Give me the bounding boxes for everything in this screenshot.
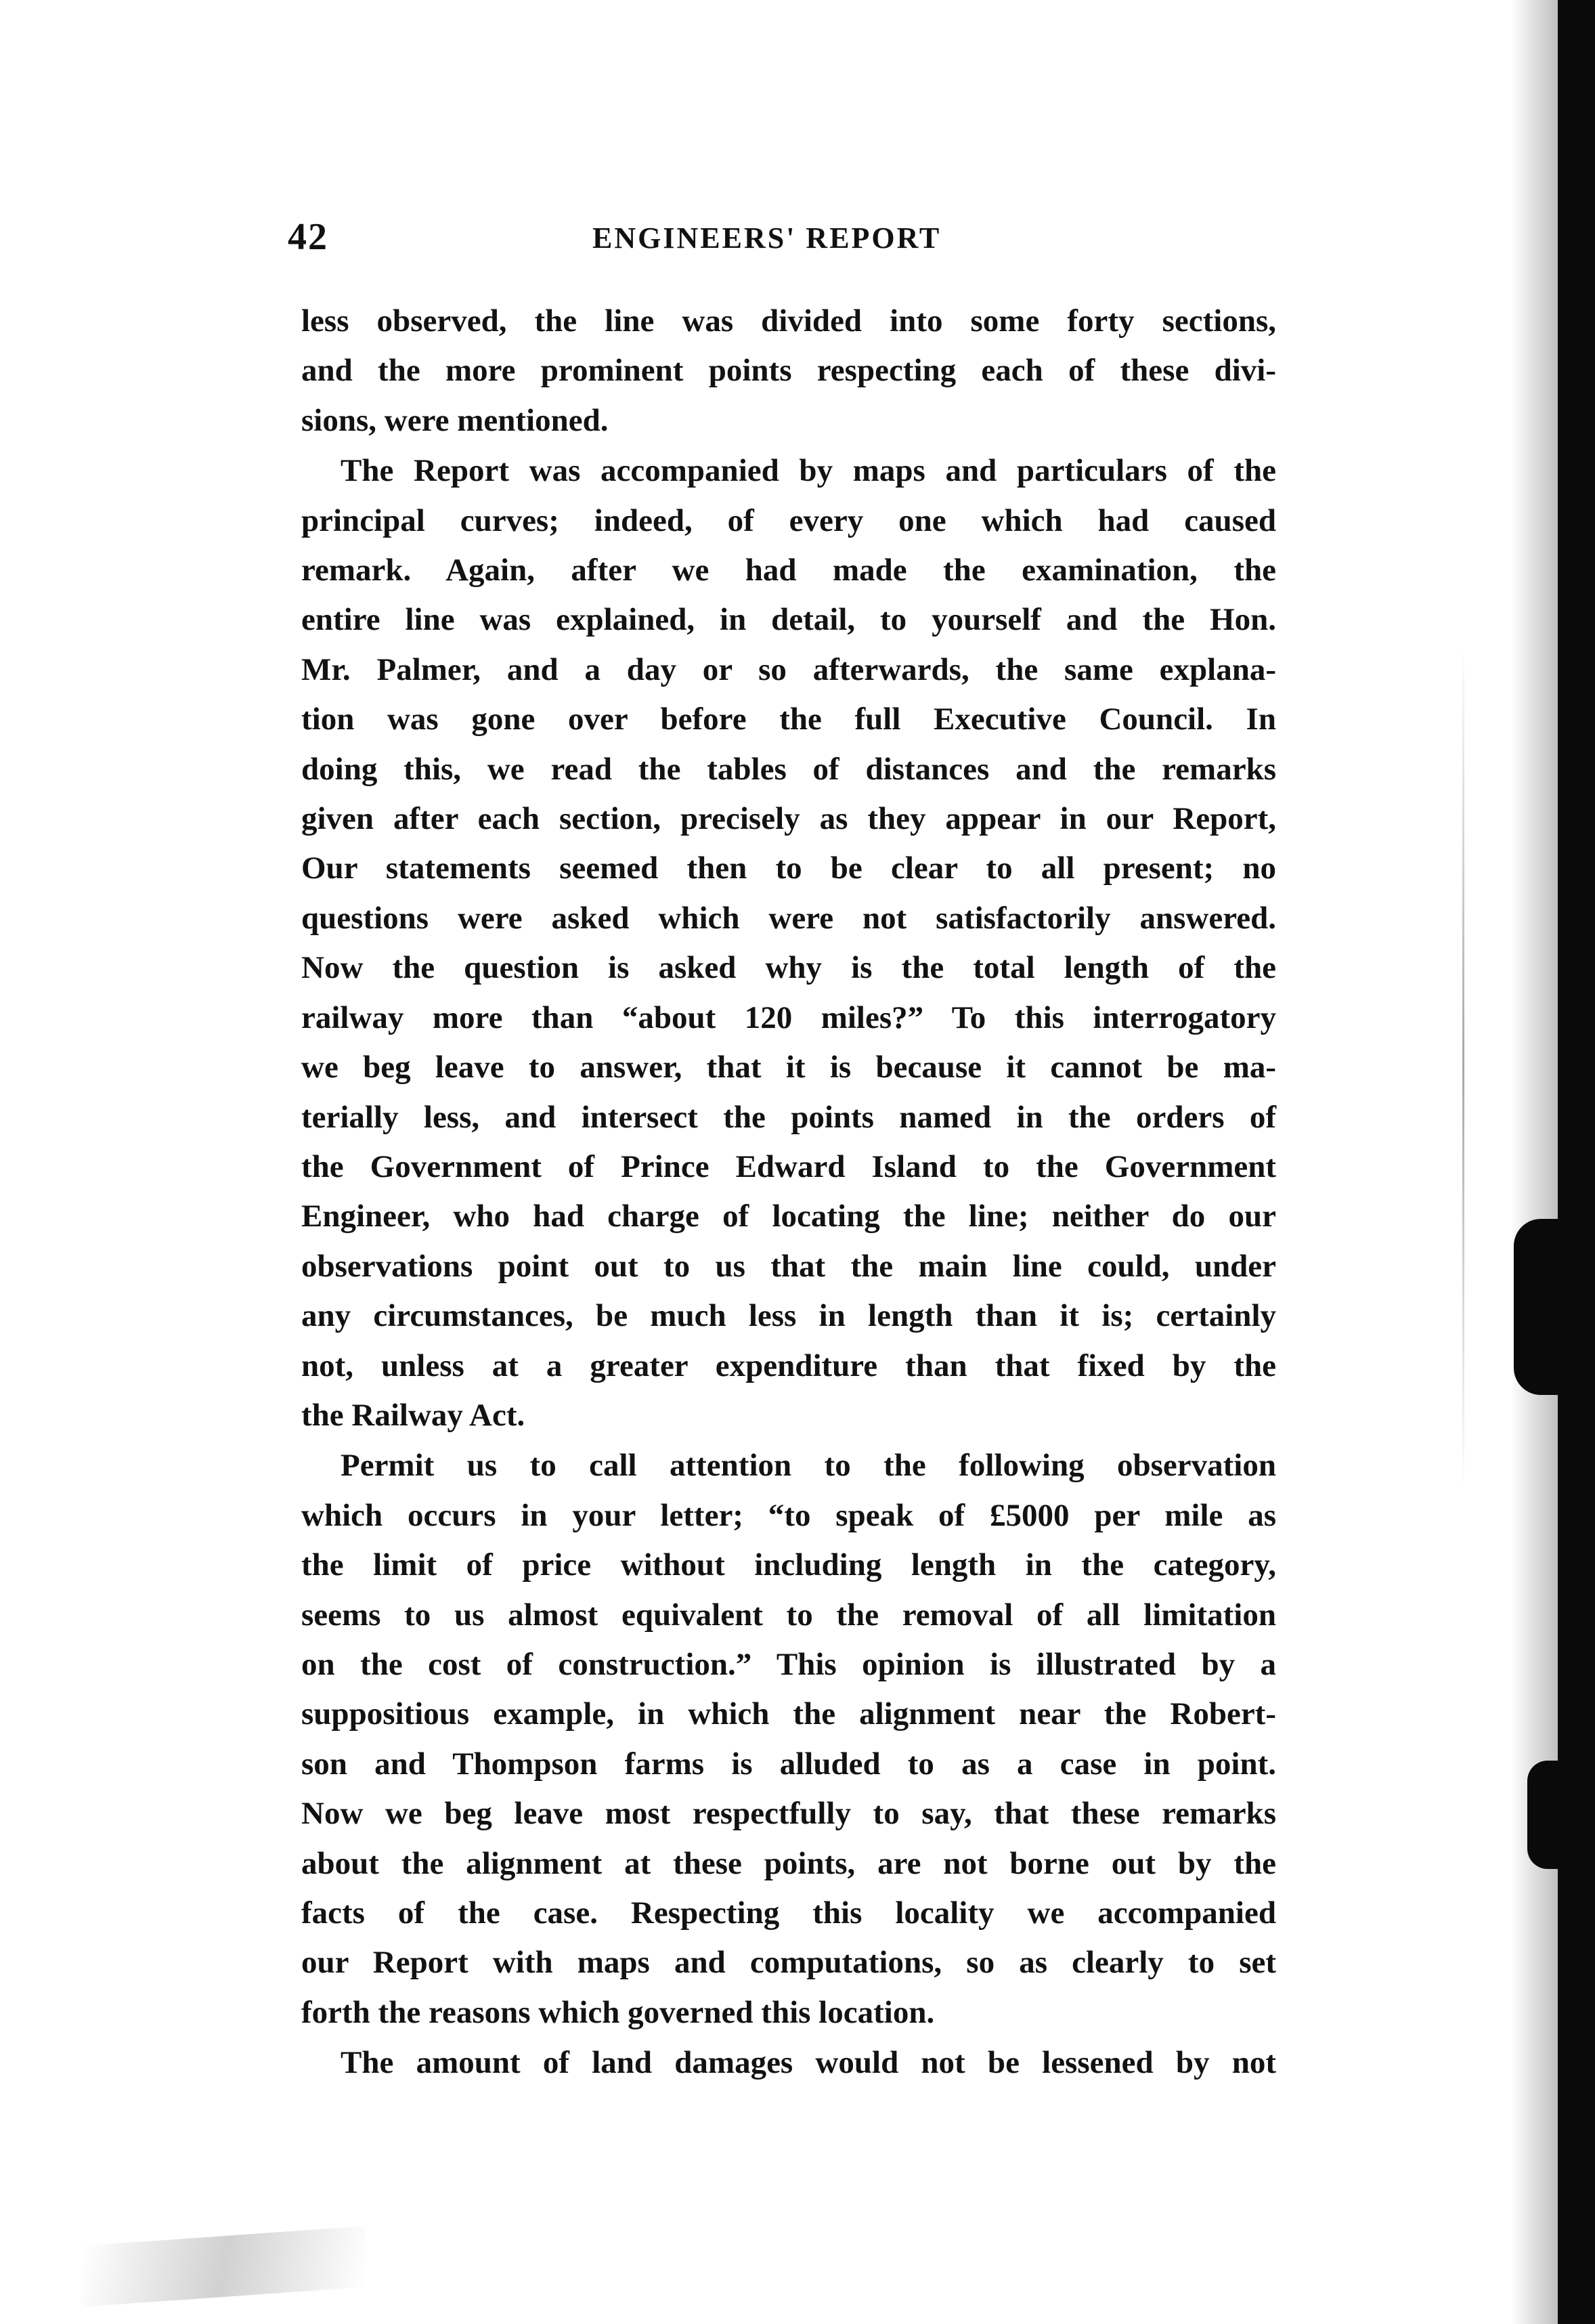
text-line: any circumstances, be much less in length than it is; certainly bbox=[301, 1298, 1276, 1334]
text-line: Engineer, who had charge of locating the line; neither do our bbox=[301, 1199, 1276, 1234]
text-line: remark. Again, after we had made the examination, the bbox=[301, 553, 1276, 588]
body-text bbox=[301, 298, 1276, 2090]
text-line: doing this, we read the tables of distances and the remarks bbox=[301, 751, 1276, 787]
corner-smudge bbox=[81, 2226, 366, 2306]
page-header bbox=[288, 215, 1276, 270]
paragraph bbox=[301, 448, 1276, 1438]
text-line: not, unless at a greater expenditure than that fixed by the bbox=[301, 1348, 1276, 1383]
text-line: Now the question is asked why is the total length of the bbox=[301, 950, 1276, 986]
text-line: Mr. Palmer, and a day or so afterwards, the same explana- bbox=[301, 651, 1276, 687]
text-line: the Railway Act. bbox=[301, 1397, 525, 1433]
text-line: less observed, the line was divided into some forty sections, bbox=[301, 303, 1276, 339]
text-line: tion was gone over before the full Executive Council. In bbox=[301, 702, 1276, 737]
paragraph bbox=[301, 298, 1276, 444]
text-line: The Report was accompanied by maps and particulars of the bbox=[341, 453, 1276, 489]
text-line: forth the reasons which governed this location. bbox=[301, 1994, 935, 2030]
text-line: the limit of price without including length in the category, bbox=[301, 1547, 1276, 1583]
scan-edge-notch bbox=[1527, 1761, 1568, 1869]
text-line: the Government of Prince Edward Island to the Government bbox=[301, 1148, 1276, 1184]
text-line: principal curves; indeed, of every one which had caused bbox=[301, 502, 1276, 538]
text-line: railway more than “about 120 miles?” To this interrogatory bbox=[301, 999, 1276, 1035]
text-line: questions were asked which were not satisfactorily answered. bbox=[301, 900, 1276, 936]
text-line: sions, were mentioned. bbox=[301, 402, 609, 438]
text-line: suppositious example, in which the alignment near the Robert- bbox=[301, 1696, 1276, 1732]
text-line: we beg leave to answer, that it is because it cannot be ma- bbox=[301, 1050, 1276, 1085]
text-line: entire line was explained, in detail, to yourself and the Hon. bbox=[301, 602, 1276, 638]
text-line: Now we beg leave most respectfully to say, that these remarks bbox=[301, 1796, 1276, 1832]
paragraph bbox=[301, 2040, 1276, 2086]
text-line: seems to us almost equivalent to the removal of all limitation bbox=[301, 1597, 1276, 1633]
text-line: given after each section, precisely as they appear in our Report, bbox=[301, 801, 1276, 837]
running-head: ENGINEERS' REPORT bbox=[592, 221, 942, 255]
text-line: Permit us to call attention to the following observation bbox=[341, 1448, 1276, 1484]
text-line: terially less, and intersect the points named in the orders of bbox=[301, 1099, 1276, 1135]
paragraph bbox=[301, 1442, 1276, 2036]
text-line: Our statements seemed then to be clear to all present; no bbox=[301, 851, 1276, 886]
text-line: our Report with maps and computations, so as clearly to set bbox=[301, 1945, 1276, 1981]
text-line: about the alignment at these points, are not borne out by the bbox=[301, 1845, 1276, 1881]
text-line: son and Thompson farms is alluded to as a case in point. bbox=[301, 1746, 1276, 1782]
text-line: on the cost of construction.” This opinion is illustrated by a bbox=[301, 1646, 1276, 1682]
text-line: and the more prominent points respecting each of these divi- bbox=[301, 353, 1276, 389]
page-number: 42 bbox=[288, 216, 328, 258]
text-line: facts of the case. Respecting this locality we accompanied bbox=[301, 1895, 1276, 1931]
scan-edge-notch bbox=[1514, 1219, 1568, 1395]
text-line: The amount of land damages would not be lessened by not bbox=[341, 2045, 1276, 2081]
scan-edge bbox=[1558, 0, 1595, 2324]
bleed-through-line bbox=[1462, 643, 1464, 1490]
text-line: observations point out to us that the main line could, under bbox=[301, 1248, 1276, 1284]
text-line: which occurs in your letter; “to speak of £5000 per mile as bbox=[301, 1497, 1276, 1533]
scan-edge-shadow bbox=[1510, 0, 1558, 2324]
